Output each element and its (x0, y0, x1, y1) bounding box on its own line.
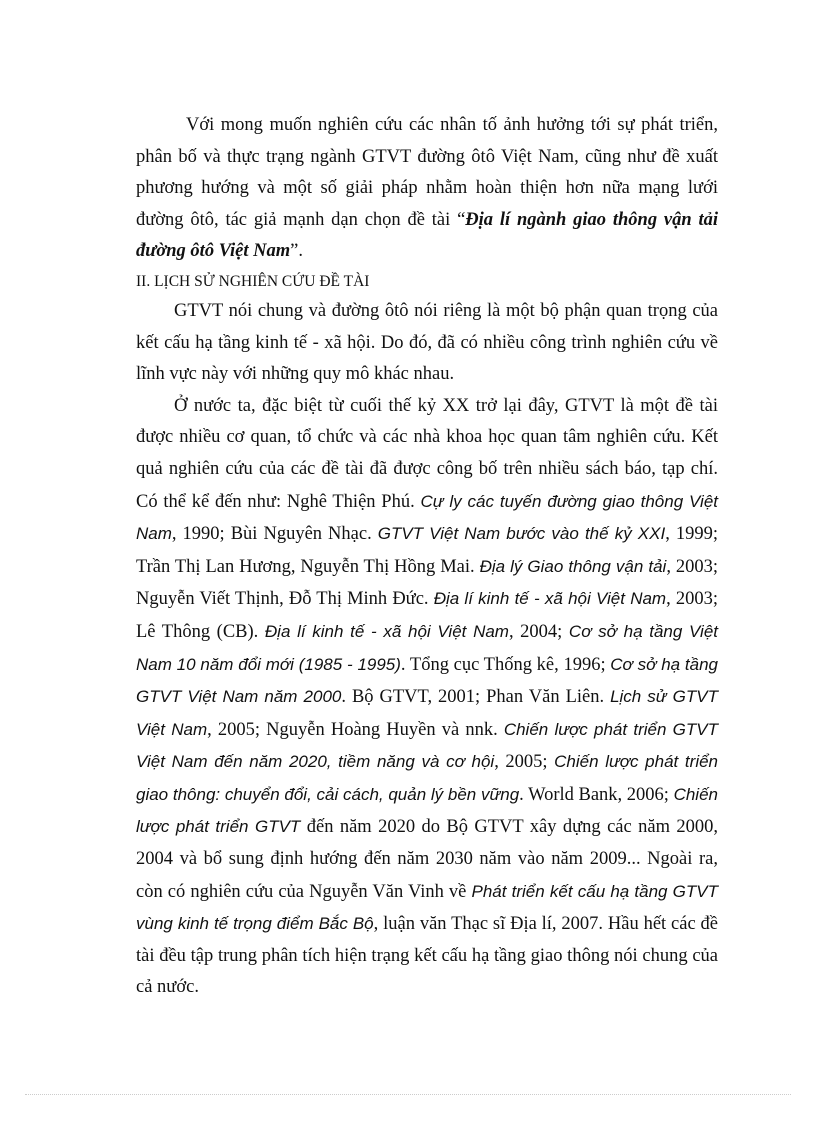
lit-title: Địa lí kinh tế - xã hội Việt Nam (264, 621, 509, 641)
lit-text: , 2003; Lê Thông (CB). (136, 589, 719, 642)
lit-title: Chiến lược phát triển GTVT Việt Nam đến năm 2020, tiềm năng và cơ hội (136, 719, 718, 772)
lit-title: Lịch sử GTVT Việt Nam (136, 687, 718, 739)
intro-text: Với mong muốn nghiên cứu các nhân tố ảnh hưởng tới sự phát triển, phân bố và thực trạng ngành GTVT đường ôtô Việt Nam, cũng như đề xuất phương hướng và một số giải pháp nhằm hoàn thiện hơn nữa mạng lưới đường ôtô, tác giả mạnh dạn chọn đề tài “ (136, 115, 718, 230)
lit-text: , 2005; (494, 752, 555, 773)
footer-divider (25, 1094, 791, 1095)
lit-title: Cơ sở hạ tầng GTVT Việt Nam năm 2000 (136, 654, 718, 707)
lit-title: Địa lí kinh tế - xã hội Việt Nam (433, 589, 667, 609)
lit-text: đến năm 2020 do Bộ GTVT xây dựng các năm 2000, 2004 và bổ sung định hướng đến năm 2030 năm vào năm 2009... Ngoài ra, còn có nghiên cứu của Nguyễn Văn Vinh về (136, 817, 718, 902)
lit-text: , 2004; (508, 621, 569, 642)
lit-text: Ở nước ta, đặc biệt từ cuối thế kỷ XX trở lại đây, GTVT là một đề tài được nhiều cơ quan, tổ chức và các nhà khoa học quan tâm nghiên cứu. Kết quả nghiên cứu của các đề tài đã được công bố trên nhiều sách báo, tạp chí. Có thể kể đến như: Nghê Thiện Phú. (136, 395, 718, 512)
lit-title: GTVT Việt Nam bước vào thế kỷ XXI (377, 524, 666, 544)
body-text (136, 110, 718, 1004)
lit-text: . World Bank, 2006; (519, 784, 674, 805)
lit-title: Địa lý Giao thông vận tải (479, 556, 667, 576)
lit-text: , 1990; Bùi Nguyên Nhạc. (171, 524, 378, 545)
lit-title: Phát triển kết cấu hạ tầng GTVT vùng kinh tế trọng điểm Bắc Bộ (136, 881, 719, 934)
lit-title: Cơ sở hạ tầng Việt Nam 10 năm đổi mới (1985 - 1995) (136, 621, 718, 674)
lit-text: , 1999; Trần Thị Lan Hương, Nguyễn Thị Hồng Mai. (136, 524, 719, 577)
lit-text: , 2005; Nguyễn Hoàng Huyền và nnk. (207, 719, 504, 740)
intro-end: ”. (290, 241, 303, 262)
lit-title: Cự ly các tuyến đường giao thông Việt Nam (136, 491, 718, 544)
lit-text: , 2003; Nguyễn Viết Thịnh, Đỗ Thị Minh Đức. (136, 556, 719, 610)
lit-title: Chiến lược phát triển GTVT (136, 784, 718, 837)
paragraph-overview: GTVT nói chung và đường ôtô nói riêng là một bộ phận quan trọng của kết cấu hạ tầng kinh tế - xã hội. Do đó, đã có nhiều công trình nghiên cứu về lĩnh vực này với những quy mô khác nhau. (136, 300, 718, 385)
lit-text: , luận văn Thạc sĩ Địa lí, 2007. Hầu hết các đề tài đều tập trung phân tích hiện trạng kết cấu hạ tầng giao thông nói chung của cả nước. (136, 914, 718, 998)
thesis-title: Địa lí ngành giao thông vận tải đường ôtô Việt Nam (136, 209, 718, 262)
paragraph-intro (136, 110, 718, 268)
lit-title: Chiến lược phát triển giao thông: chuyển đổi, cải cách, quản lý bền vững (136, 752, 719, 804)
paragraph-literature (136, 391, 718, 1004)
lit-text: . Tổng cục Thống kê, 1996; (400, 654, 611, 675)
lit-text: . Bộ GTVT, 2001; Phan Văn Liên. (341, 687, 611, 708)
section-heading: II. LỊCH SỬ NGHIÊN CỨU ĐỀ TÀI (136, 272, 370, 290)
